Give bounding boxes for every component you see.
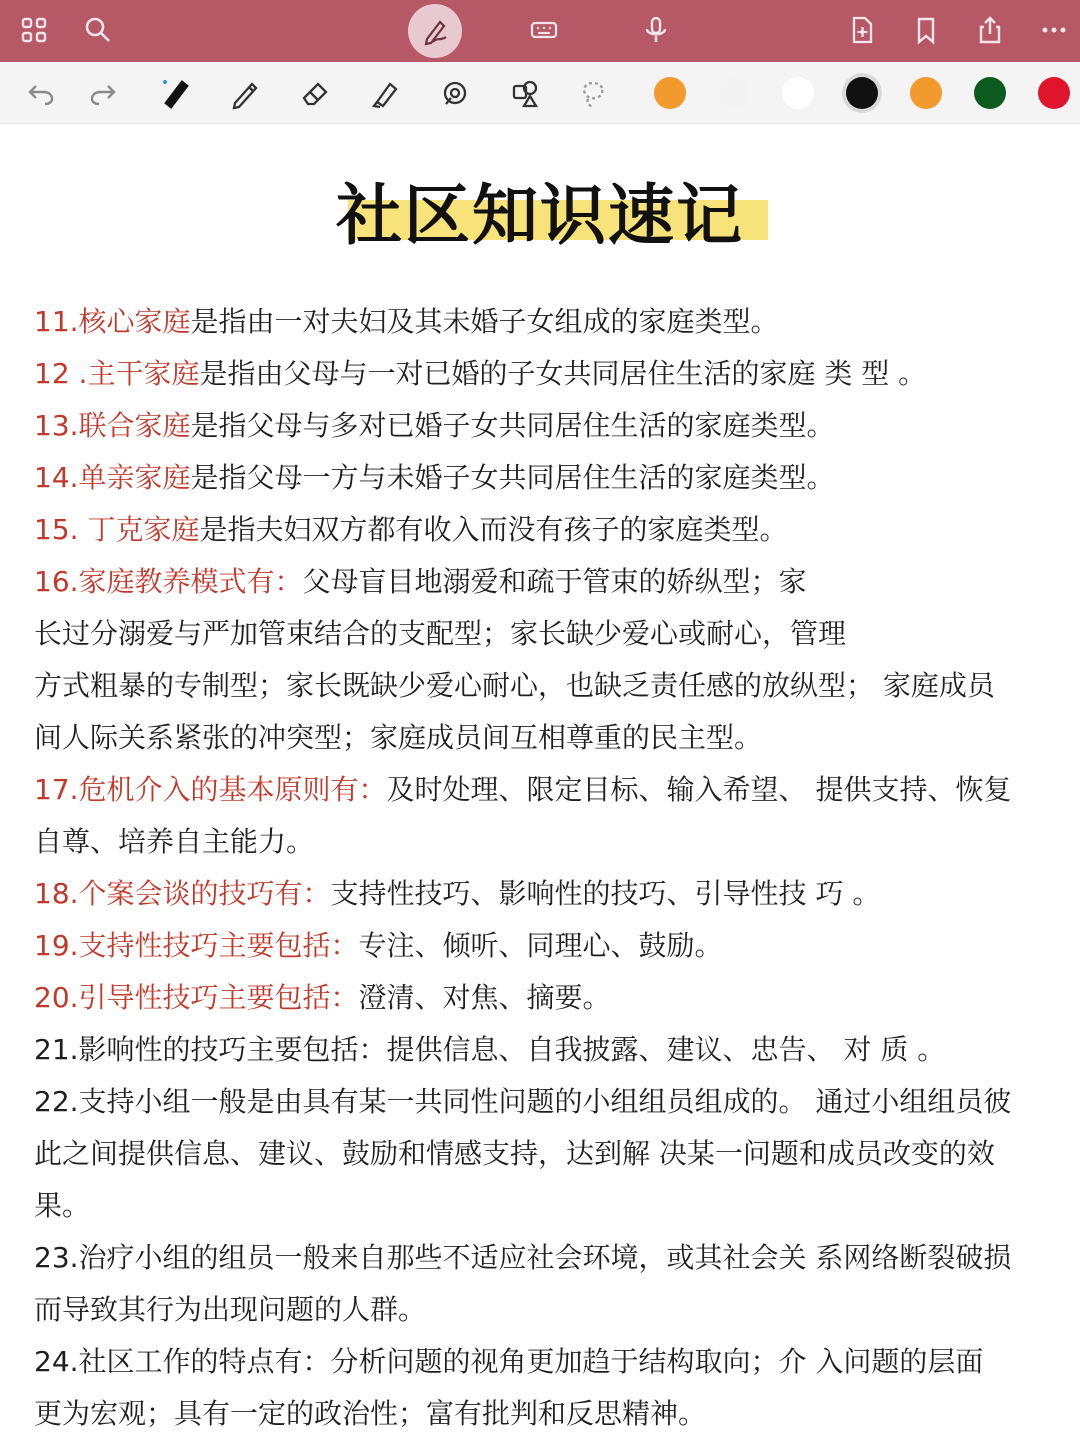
note-line (34, 1128, 1064, 1180)
add-page-icon[interactable] (838, 6, 886, 54)
stickers-icon[interactable] (502, 70, 548, 116)
note-line (34, 920, 1064, 972)
undo-icon[interactable] (18, 70, 64, 116)
eraser-icon[interactable] (292, 70, 338, 116)
pen-icon[interactable] (152, 70, 198, 116)
color-swatch-white[interactable] (782, 77, 814, 109)
line-number: 16. (34, 565, 79, 598)
line-number: 13. (34, 409, 79, 442)
line-text: 此之间提供信息、建议、鼓励和情感支持，达到解 决某一问题和成员改变的效 (34, 1137, 995, 1170)
note-line (34, 1076, 1064, 1128)
line-number: 12 . (34, 357, 88, 390)
key-term: 核心家庭 (78, 305, 191, 338)
key-term: 引导性技巧主要包括： (78, 981, 359, 1014)
key-term: 危机介入的基本原则有： (78, 773, 387, 806)
line-number: 11. (34, 305, 79, 338)
note-line (34, 712, 1064, 764)
note-line (34, 1388, 1064, 1440)
grid-icon[interactable] (10, 6, 58, 54)
line-text: 23.治疗小组的组员一般来自那些不适应社会环境，或其社会关 系网络断裂破损 (34, 1241, 1012, 1274)
line-text: 是指父母一方与未婚子女共同居住生活的家庭类型。 (190, 461, 835, 494)
line-text: 间人际关系紧张的冲突型；家庭成员间互相尊重的民主型。 (34, 721, 763, 754)
color-swatch-black[interactable] (846, 77, 878, 109)
pencil-icon[interactable] (222, 70, 268, 116)
line-text: 专注、倾听、同理心、鼓励。 (358, 929, 723, 962)
line-number: 19. (34, 929, 79, 962)
note-line (34, 1336, 1064, 1388)
line-number: 15. (34, 513, 88, 546)
line-text: 方式粗暴的专制型；家长既缺少爱心耐心，也缺乏责任感的放纵型； 家庭成员 (34, 669, 995, 702)
note-line (34, 1180, 1064, 1232)
bookmark-icon[interactable] (902, 6, 950, 54)
line-text: 澄清、对焦、摘要。 (358, 981, 611, 1014)
line-text: 是指由一对夫妇及其未婚子女组成的家庭类型。 (190, 305, 779, 338)
color-swatch-orange[interactable] (654, 77, 686, 109)
note-line (34, 296, 1064, 348)
key-term: 个案会谈的技巧有： (78, 877, 331, 910)
line-text: 24.社区工作的特点有：分析问题的视角更加趋于结构取向；介 入问题的层面 (34, 1345, 984, 1378)
line-text: 22.支持小组一般是由具有某一共同性问题的小组组员组成的。 通过小组组员彼 (34, 1085, 1012, 1118)
color-swatch-orange-2[interactable] (910, 77, 942, 109)
line-text: 及时处理、限定目标、输入希望、 提供支持、恢复 (386, 773, 1012, 806)
note-line (34, 1024, 1064, 1076)
line-text: 支持性技巧、影响性的技巧、引导性技 巧 。 (330, 877, 881, 910)
microphone-icon[interactable] (632, 6, 680, 54)
line-text: 是指父母与多对已婚子女共同居住生活的家庭类型。 (190, 409, 835, 442)
note-line (34, 1284, 1064, 1336)
more-icon[interactable] (1030, 6, 1078, 54)
drawing-toolbar (0, 62, 1080, 124)
line-text: 更为宏观；具有一定的政治性；富有批判和反思精神。 (34, 1397, 707, 1430)
note-line (34, 1232, 1064, 1284)
highlighter-icon[interactable] (362, 70, 408, 116)
line-text: 而导致其行为出现问题的人群。 (34, 1293, 427, 1326)
line-text: 果。 (34, 1189, 91, 1222)
app-top-bar (0, 0, 1080, 62)
pen-mode-icon[interactable] (408, 4, 462, 58)
line-number: 20. (34, 981, 79, 1014)
color-swatch-red[interactable] (1038, 77, 1070, 109)
key-term: 丁克家庭 (87, 513, 200, 546)
key-term: 家庭教养模式有： (78, 565, 303, 598)
line-text: 21.影响性的技巧主要包括：提供信息、自我披露、建议、忠告、 对 质 。 (34, 1033, 946, 1066)
shapes-icon[interactable] (432, 70, 478, 116)
key-term: 支持性技巧主要包括： (78, 929, 359, 962)
line-text: 长过分溺爱与严加管束结合的支配型；家长缺少爱心或耐心，管理 (34, 617, 847, 650)
key-term: 主干家庭 (87, 357, 200, 390)
line-number: 18. (34, 877, 79, 910)
note-line (34, 556, 1064, 608)
note-line (34, 764, 1064, 816)
search-icon[interactable] (74, 6, 122, 54)
line-text: 父母盲目地溺爱和疏于管束的娇纵型；家 (302, 565, 807, 598)
line-text: 是指夫妇双方都有收入而没有孩子的家庭类型。 (199, 513, 788, 546)
keyboard-icon[interactable] (520, 6, 568, 54)
note-content (34, 296, 1064, 1440)
note-line (34, 452, 1064, 504)
line-number: 17. (34, 773, 79, 806)
color-swatch-green[interactable] (974, 77, 1006, 109)
note-line (34, 868, 1064, 920)
note-line (34, 972, 1064, 1024)
note-line (34, 608, 1064, 660)
color-swatch-light-gray[interactable] (718, 77, 750, 109)
note-line (34, 348, 1064, 400)
key-term: 联合家庭 (78, 409, 191, 442)
line-number: 14. (34, 461, 79, 494)
key-term: 单亲家庭 (78, 461, 191, 494)
lasso-icon[interactable] (570, 70, 616, 116)
note-line (34, 816, 1064, 868)
note-line (34, 400, 1064, 452)
note-line (34, 504, 1064, 556)
share-icon[interactable] (966, 6, 1014, 54)
redo-icon[interactable] (80, 70, 126, 116)
note-line (34, 660, 1064, 712)
line-text: 是指由父母与一对已婚的子女共同居住生活的家庭 类 型 。 (199, 357, 927, 390)
page-title: 社区知识速记 (336, 177, 744, 254)
line-text: 自尊、培养自主能力。 (34, 825, 315, 858)
